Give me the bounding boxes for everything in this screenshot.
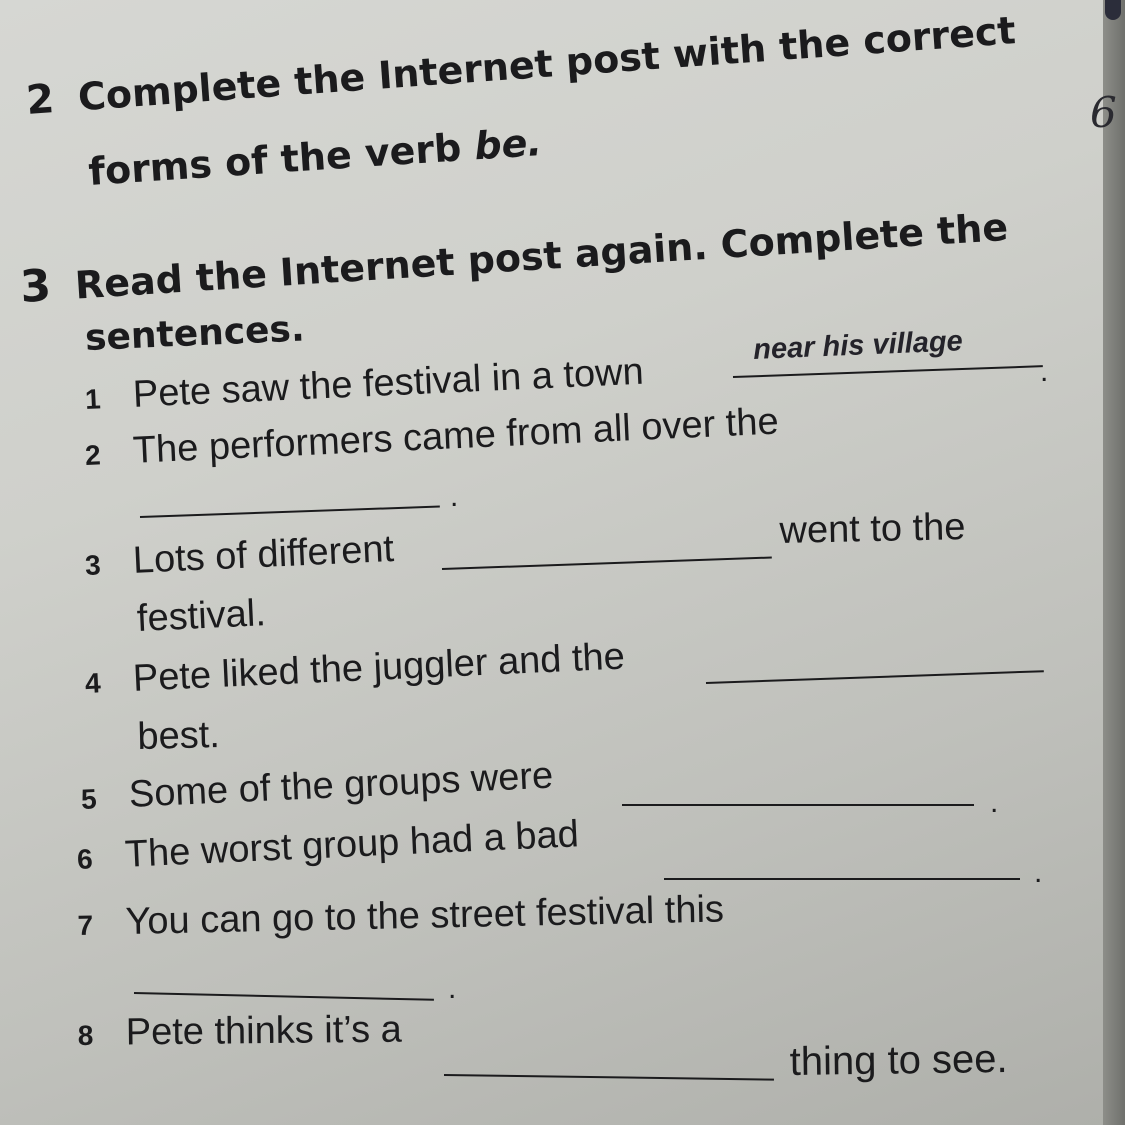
item-6-text: The worst group had a bad <box>123 813 580 876</box>
exercise-3-instruction-line1: Read the Internet post again. Complete the <box>73 204 1010 308</box>
item-3-text2: went to the <box>779 506 966 553</box>
item-2-answer-blank[interactable] <box>140 506 440 518</box>
book-spine <box>1103 0 1125 1125</box>
exercise-2-instruction-line1: Complete the Internet post with the correct <box>76 8 1018 120</box>
item-5-period: . <box>990 786 999 819</box>
item-4-cont: best. <box>136 713 221 759</box>
item-5 <box>80 755 554 819</box>
item-7-period: . <box>448 972 457 1005</box>
item-7-number: 7 <box>77 909 94 942</box>
exercise-2-number: 2 <box>24 76 56 124</box>
item-8-number: 8 <box>77 1019 94 1052</box>
item-6-period: . <box>1034 856 1043 889</box>
item-2-number: 2 <box>84 439 102 472</box>
exercise-2-verb: be. <box>472 120 544 169</box>
item-4-number: 4 <box>84 667 102 700</box>
item-1-number: 1 <box>84 383 102 416</box>
item-2-period: . <box>450 480 459 513</box>
item-4-answer-blank[interactable] <box>706 670 1044 684</box>
item-1-handwritten-answer: near his village <box>752 325 964 367</box>
item-4-text: Pete liked the juggler and the <box>131 635 626 700</box>
item-4 <box>84 636 626 703</box>
item-3-text: Lots of different <box>131 528 395 582</box>
corner-bookmark <box>1105 0 1121 20</box>
item-1-period: . <box>1040 355 1049 388</box>
exercise-3-heading <box>19 200 1010 313</box>
item-1-answer-blank[interactable] <box>733 365 1043 378</box>
item-8-text-after <box>789 1037 1008 1085</box>
exercise-3-instruction-line2: sentences. <box>84 308 306 359</box>
item-3-answer-blank[interactable] <box>442 556 772 570</box>
item-6 <box>76 813 580 879</box>
item-8-text2: thing to see. <box>789 1036 1008 1085</box>
item-6-number: 6 <box>76 843 94 876</box>
item-6-answer-blank[interactable] <box>664 878 1020 880</box>
item-3-continued <box>136 592 267 641</box>
item-1-text: Pete saw the festival in a town <box>131 350 645 416</box>
item-3-cont: festival. <box>136 592 267 641</box>
item-3 <box>84 528 395 585</box>
item-2-text: The performers came from all over the <box>131 400 780 472</box>
item-5-number: 5 <box>80 783 98 816</box>
item-3-number: 3 <box>84 549 102 582</box>
item-7 <box>77 888 724 945</box>
item-7-text: You can go to the street festival this <box>125 888 725 943</box>
item-1 <box>84 351 645 419</box>
exercise-2-instruction-line2: forms of the verb <box>87 125 463 194</box>
exercise-2-heading-line2 <box>87 120 543 194</box>
item-8-answer-blank[interactable] <box>444 1074 774 1081</box>
item-4-continued <box>137 714 220 759</box>
item-3-text-after <box>779 506 966 553</box>
item-8 <box>78 1009 402 1055</box>
item-5-text: Some of the groups were <box>127 754 555 816</box>
exercise-3-heading-line2 <box>84 308 305 359</box>
item-8-text: Pete thinks it’s a <box>125 1008 402 1054</box>
exercise-3-number: 3 <box>18 260 53 313</box>
exercise-2-heading <box>25 7 1017 124</box>
item-7-answer-blank[interactable] <box>134 992 434 1001</box>
handwritten-score: 6 <box>1090 88 1117 137</box>
item-5-answer-blank[interactable] <box>622 804 974 806</box>
